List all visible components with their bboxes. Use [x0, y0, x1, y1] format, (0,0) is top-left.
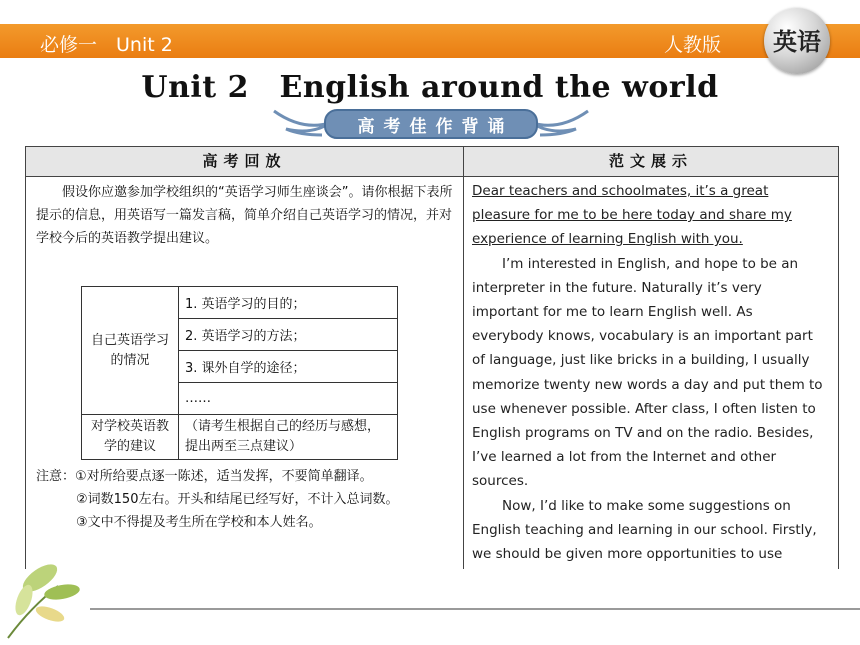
suggestion-label: 对学校英语教学的建议	[82, 415, 179, 460]
bottom-rule	[90, 608, 860, 610]
essay-paragraph: Now, I’d like to make some suggestions on English teaching and learning in our school. Firstly, we should be given more opportunities to use	[472, 497, 817, 563]
note-item: 注意：①对所给要点逐一陈述，适当发挥，不要简单翻译。	[36, 469, 373, 484]
banner-text: 高考佳作背诵	[357, 116, 514, 137]
banner-pill	[324, 109, 538, 139]
right-heading: 范文展示	[464, 147, 838, 177]
section-banner	[272, 105, 590, 141]
notes	[36, 465, 458, 534]
essay-paragraph: I’m interested in English, and hope to be an interpreter in the future. Naturally it’s very important for me to learn English well. As everybody knows, vocabulary is an important part of language, just like bricks in a building, I usually memorize twenty new words a day and put them to use whenever possible. After class, I often listen to English programs on TV and on the radio. Besides, I’ve learned a lot from the Internet and other sources.	[472, 255, 823, 490]
publisher-label: 人教版	[664, 34, 722, 56]
suggestion-value: （请考生根据自己的经历与感想，提出两至三点建议）	[179, 415, 398, 460]
hint-item: 3. 课外自学的途径；	[179, 351, 398, 383]
hint-item: ……	[179, 383, 398, 415]
model-essay	[472, 179, 828, 566]
hint-item: 1. 英语学习的目的；	[179, 287, 398, 319]
hint-table	[81, 286, 398, 460]
course-label: 必修一 Unit 2	[40, 34, 173, 56]
task-prompt: 假设你应邀参加学校组织的“英语学习师生座谈会”。请你根据下表所提示的信息，用英语写一篇发言稿，简单介绍自己英语学习的情况，并对学校今后的英语教学提出建议。	[36, 185, 453, 246]
hint-group-label: 自己英语学习的情况	[82, 287, 179, 415]
left-heading: 高考回放	[26, 147, 464, 177]
essay-opening: Dear teachers and schoolmates, it’s a great pleasure for me to be here today and share my experience of learning English with you.	[472, 183, 792, 248]
subject-badge-text: 英语	[773, 27, 821, 56]
hint-item: 2. 英语学习的方法；	[179, 319, 398, 351]
column-divider	[463, 176, 464, 569]
document-table	[25, 146, 839, 569]
note-item: ②词数150左右。开头和结尾已经写好，不计入总词数。	[76, 492, 399, 507]
leaf-decoration-icon	[0, 548, 90, 645]
top-bar	[0, 24, 860, 58]
note-item: ③文中不得提及考生所在学校和本人姓名。	[76, 515, 322, 530]
page-title: Unit 2 English around the world	[141, 70, 719, 105]
